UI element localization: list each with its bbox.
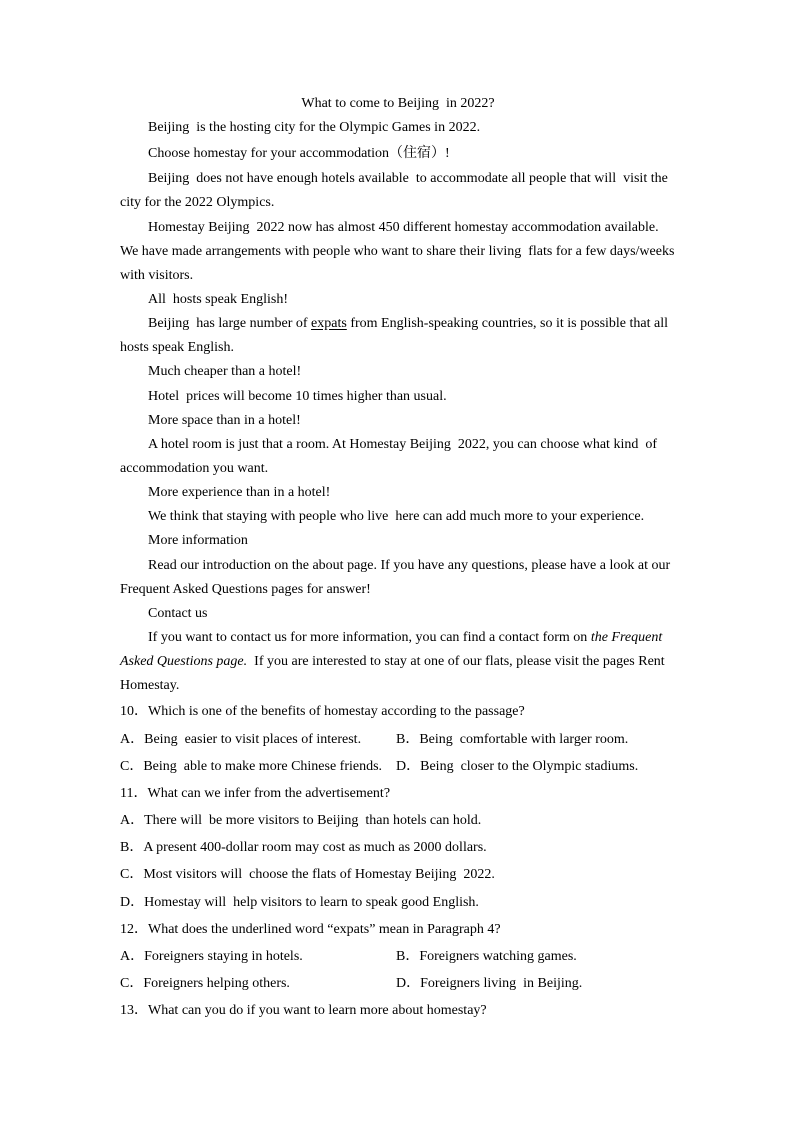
option-text: Foreigners watching games. xyxy=(419,948,577,964)
paragraph xyxy=(120,554,676,602)
paragraph-line: Choose homestay for your accommodation（住宿）! xyxy=(148,146,450,162)
paragraph-line xyxy=(120,626,676,650)
text-segment: If you are interested to stay at one of our flats, please visit the pages Rent xyxy=(247,654,665,670)
option-a xyxy=(120,726,396,753)
paragraph-line xyxy=(120,312,676,336)
text-segment: Beijing has large number of xyxy=(148,316,312,332)
paragraph-line: Frequent Asked Questions pages for answer! xyxy=(120,581,371,597)
paragraph xyxy=(120,167,676,215)
option-b xyxy=(396,726,672,753)
question-stem-line xyxy=(120,997,676,1024)
passage xyxy=(120,92,676,698)
paragraph xyxy=(120,626,676,698)
option-letter: B． xyxy=(396,948,420,964)
underlined-word: expats xyxy=(311,316,347,332)
option-a xyxy=(120,943,396,970)
paragraph-line xyxy=(120,650,676,674)
option-letter: C． xyxy=(120,867,144,883)
option-row xyxy=(120,970,676,997)
option-d xyxy=(396,753,672,780)
passage-title: What to come to Beijing in 2022? xyxy=(301,96,495,111)
option-text: Foreigners living in Beijing. xyxy=(420,976,583,992)
paragraph xyxy=(120,216,676,288)
question-list xyxy=(120,698,676,1024)
option-letter: D． xyxy=(396,976,421,992)
question-number: 13． xyxy=(120,1003,148,1019)
question-12 xyxy=(120,916,676,998)
option-text: Foreigners helping others. xyxy=(143,976,290,992)
option-letter: B． xyxy=(396,731,420,747)
paragraph-line: A hotel room is just that a room. At Homestay Beijing 2022, you can choose what kind of xyxy=(148,436,657,452)
paragraph xyxy=(120,116,676,140)
question-stem: What does the underlined word “expats” mean in Paragraph 4? xyxy=(148,921,501,937)
document-content xyxy=(120,92,676,1024)
option-row xyxy=(120,943,676,970)
paragraph-line: Contact us xyxy=(148,605,208,621)
paragraph-line: city for the 2022 Olympics. xyxy=(120,195,275,211)
question-10 xyxy=(120,698,676,780)
section-heading xyxy=(120,529,676,553)
section-heading xyxy=(120,288,676,312)
question-13 xyxy=(120,997,676,1024)
option-letter: B． xyxy=(120,840,144,856)
section-heading xyxy=(120,602,676,626)
paragraph-line: Much cheaper than a hotel! xyxy=(148,364,302,380)
paragraph xyxy=(120,312,676,360)
text-segment: If you want to contact us for more information, you can find a contact form on xyxy=(148,629,591,645)
paragraph-line: hosts speak English. xyxy=(120,340,234,356)
option-text: Being able to make more Chinese friends. xyxy=(143,758,383,774)
option-b xyxy=(396,943,672,970)
paragraph-line: All hosts speak English! xyxy=(148,291,288,307)
paragraph-line: We think that staying with people who live here can add much more to your experience. xyxy=(148,509,645,525)
paragraph-line: Homestay. xyxy=(120,678,180,694)
text-segment: from English-speaking countries, so it is possible that all xyxy=(346,316,668,332)
option-letter: C． xyxy=(120,976,144,992)
option-text: Foreigners staying in hotels. xyxy=(144,948,303,964)
option-row xyxy=(120,726,676,753)
paragraph-line: More experience than in a hotel! xyxy=(148,485,331,501)
option-c xyxy=(120,861,676,888)
paragraph-line: We have made arrangements with people who want to share their living flats for a few days/weeks xyxy=(120,243,675,259)
question-stem-line xyxy=(120,780,676,807)
option-c xyxy=(120,753,396,780)
paragraph-line: Read our introduction on the about page. If you have any questions, please have a look at our xyxy=(148,557,671,573)
option-b xyxy=(120,834,676,861)
option-letter: A． xyxy=(120,731,145,747)
paragraph-line: Beijing is the hosting city for the Olympic Games in 2022. xyxy=(148,120,481,136)
option-row xyxy=(120,753,676,780)
paragraph xyxy=(120,505,676,529)
question-number: 10． xyxy=(120,704,148,720)
option-letter: D． xyxy=(396,758,421,774)
question-stem: Which is one of the benefits of homestay according to the passage? xyxy=(148,704,525,720)
option-a xyxy=(120,807,676,834)
section-heading xyxy=(120,360,676,384)
option-text: Being closer to the Olympic stadiums. xyxy=(420,758,639,774)
question-number: 11． xyxy=(120,785,148,801)
option-text: A present 400-dollar room may cost as much as 2000 dollars. xyxy=(143,840,487,856)
option-letter: D． xyxy=(120,894,145,910)
section-heading xyxy=(120,481,676,505)
question-number: 12． xyxy=(120,921,148,937)
option-c xyxy=(120,970,396,997)
option-text: There will be more visitors to Beijing than hotels can hold. xyxy=(144,813,482,829)
question-stem: What can you do if you want to learn more about homestay? xyxy=(148,1003,487,1019)
option-text: Being comfortable with larger room. xyxy=(419,731,629,747)
option-text: Most visitors will choose the flats of Homestay Beijing 2022. xyxy=(143,867,495,883)
question-stem-line xyxy=(120,698,676,725)
paragraph-line: More space than in a hotel! xyxy=(148,412,301,428)
paragraph xyxy=(120,433,676,481)
option-d xyxy=(120,889,676,916)
option-text: Homestay will help visitors to learn to speak good English. xyxy=(144,894,479,910)
section-heading xyxy=(120,140,676,167)
italic-text: the Frequent xyxy=(590,629,663,645)
option-letter: C． xyxy=(120,758,144,774)
paragraph-line: Homestay Beijing 2022 now has almost 450 different homestay accommodation available. xyxy=(148,219,659,235)
option-text: Being easier to visit places of interest. xyxy=(144,731,362,747)
question-11 xyxy=(120,780,676,916)
question-stem-line xyxy=(120,916,676,943)
paragraph-line: More information xyxy=(148,533,248,549)
italic-text: Asked Questions page. xyxy=(120,654,248,670)
paragraph-line: Beijing does not have enough hotels available to accommodate all people that will visit the xyxy=(148,171,668,187)
section-heading xyxy=(120,409,676,433)
question-stem: What can we infer from the advertisement? xyxy=(147,785,391,801)
paragraph-line: accommodation you want. xyxy=(120,460,269,476)
paragraph-line: with visitors. xyxy=(120,267,194,283)
option-d xyxy=(396,970,672,997)
option-letter: A． xyxy=(120,813,145,829)
option-letter: A． xyxy=(120,948,145,964)
paragraph xyxy=(120,385,676,409)
paragraph-line: Hotel prices will become 10 times higher than usual. xyxy=(148,388,447,404)
